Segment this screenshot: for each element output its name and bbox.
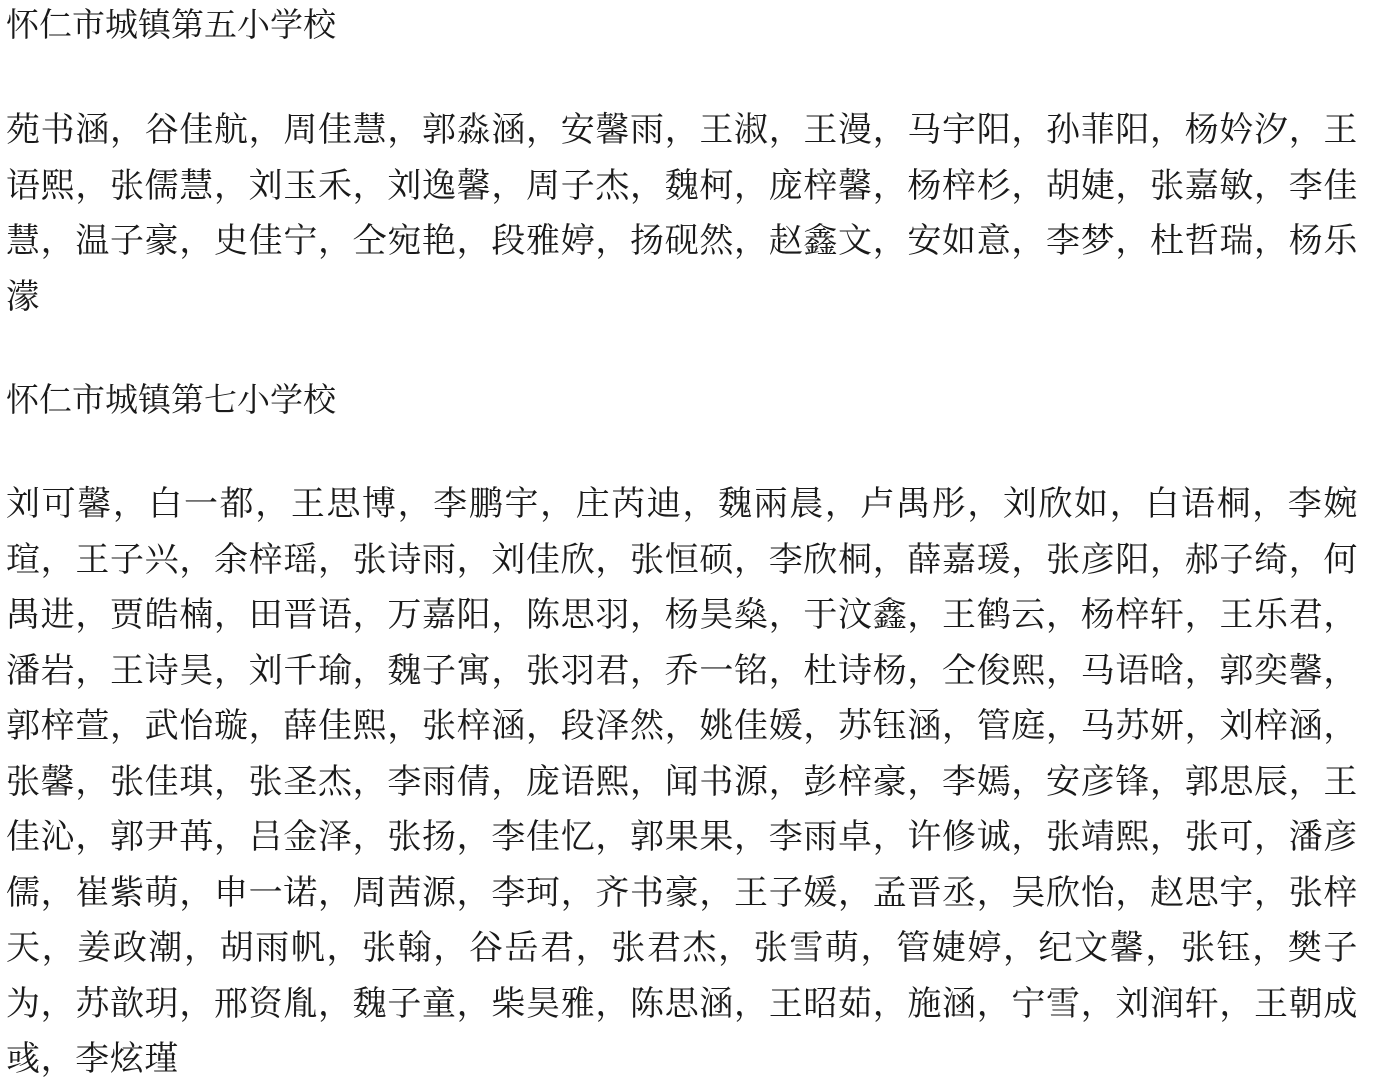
school-heading: 怀仁市城镇第七小学校 — [6, 380, 336, 419]
student-name-list: 刘可馨，白一都，王思博，李鹏宇，庄芮迪，魏兩晨，卢禺彤，刘欣如，白语桐，李婉瑄，王子兴，余梓瑶，张诗雨，刘佳欣，张恒硕，李欣桐，薛嘉瑗，张彦阳，郝子绮，何禺进，贾皓楠，田晋语，万嘉阳，陈思羽，杨昊燊，于汶鑫，王鹤云，杨梓轩，王乐君，潘岩，王诗昊，刘千瑜，魏子寓，张羽君，乔一铭，杜诗杨，仝俊熙，马语晗，郭奕馨，郭梓萱，武怡璇，薛佳熙，张梓涵，段泽然，姚佳媛，苏钰涵，管庭，马苏妍，刘梓涵，张馨，张佳琪，张圣杰，李雨倩，庞语熙，闻书源，彭梓豪，李嫣，安彦锋，郭思辰，王佳沁，郭尹苒，吕金泽，张扬，李佳忆，郭果果，李雨卓，许修诚，张靖熙，张可，潘彦儒，崔紫萌，申一诺，周茜源，李珂，齐书豪，王子媛，孟晋丞，吴欣怡，赵思宇，张梓天，姜政潮，胡雨帆，张翰，谷岳君，张君杰，张雪萌，管婕婷，纪文馨，张钰，樊子为，苏歆玥，邢资胤，魏子童，柴昊雅，陈思涵，王昭茹，施涵，宁雪，刘润轩，王朝成彧，李炫瑾 — [6, 484, 1358, 1079]
school-section-fifth — [6, 2, 1358, 325]
student-name-list: 苑书涵，谷佳航，周佳慧，郭淼涵，安馨雨，王淑，王漫，马宇阳，孙菲阳，杨妗汐，王语熙，张儒慧，刘玉禾，刘逸馨，周子杰，魏柯，庞梓馨，杨梓杉，胡婕，张嘉敏，李佳慧，温子豪，史佳宁，仝宛艳，段雅婷，扬砚然，赵鑫文，安如意，李梦，杜哲瑞，杨乐濛 — [6, 110, 1358, 317]
school-section-seventh — [6, 377, 1358, 1088]
school-heading: 怀仁市城镇第五小学校 — [6, 5, 336, 44]
